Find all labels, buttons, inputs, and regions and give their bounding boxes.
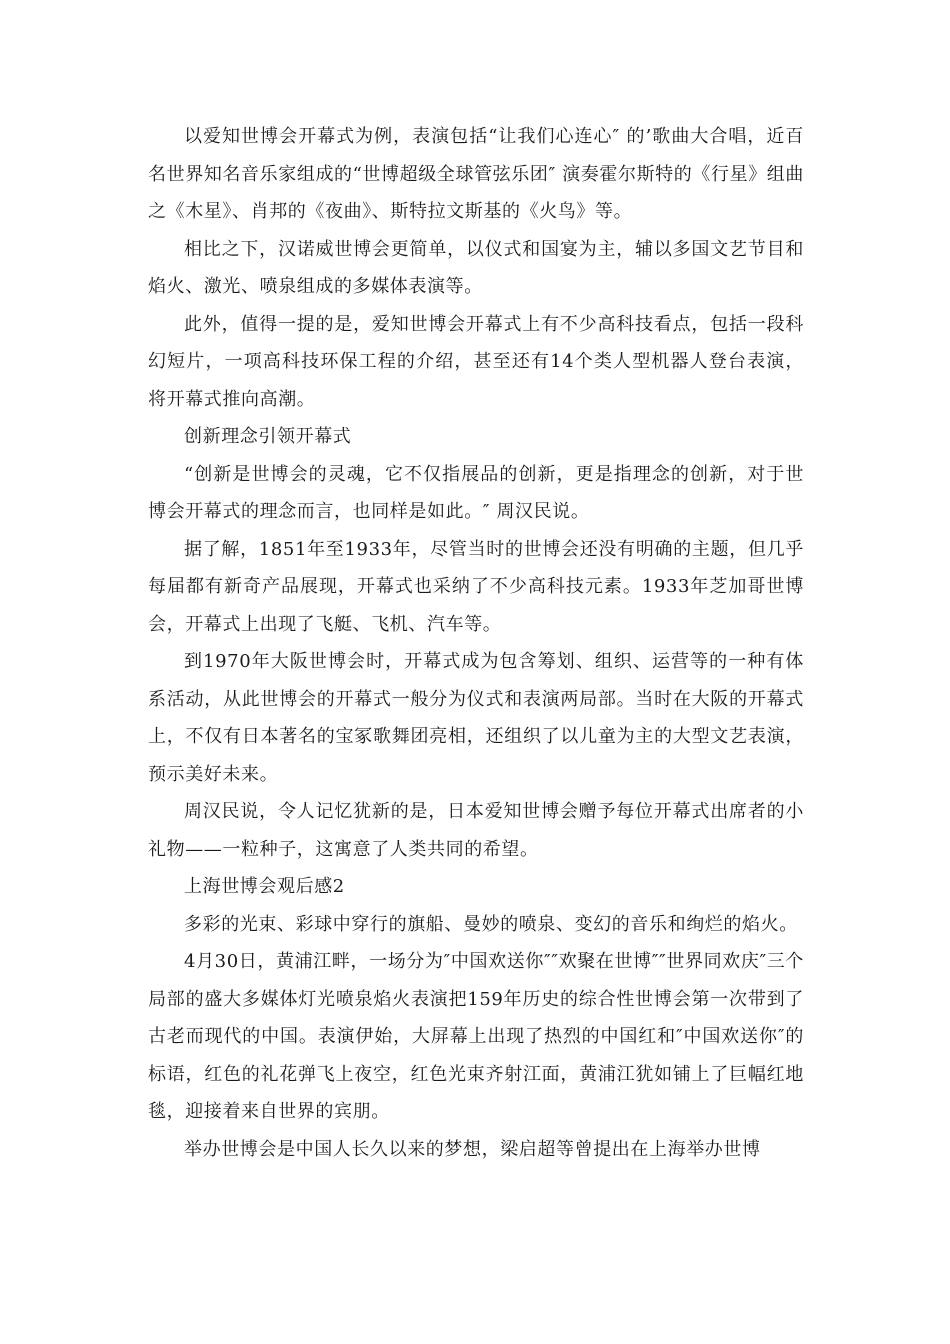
paragraph: 此外，值得一提的是，爱知世博会开幕式上有不少高科技看点，包括一段科幻短片，一项高科技环保工程的介绍，甚至还有14个类人型机器人登台表演，将开幕式推向高潮。 <box>148 313 804 410</box>
section-heading: 上海世博会观后感2 <box>184 876 345 897</box>
paragraph: 相比之下，汉诺威世博会更简单，以仪式和国宴为主，辅以多国文艺节目和焰火、激光、喷泉组成的多媒体表演等。 <box>148 238 804 297</box>
paragraph: 到1970年大阪世博会时，开幕式成为包含筹划、组织、运营等的一种有体系活动，从此世博会的开幕式一般分为仪式和表演两局部。当时在大阪的开幕式上，不仅有日本著名的宝冢歌舞团亮相，还组织了以儿童为主的大型文艺表演，预示美好未来。 <box>148 651 804 785</box>
document-body <box>148 118 804 1168</box>
paragraph: 多彩的光束、彩球中穿行的旗船、曼妙的喷泉、变幻的音乐和绚烂的焰火。 <box>184 913 798 935</box>
paragraph: 以爱知世博会开幕式为例，表演包括“让我们心连心″ 的’歌曲大合唱，近百名世界知名音乐家组成的“世博超级全球管弦乐团″ 演奏霍尔斯特的《行星》组曲之《木星》、肖邦的《夜曲》、斯特拉文斯基的《火鸟》等。 <box>148 126 804 222</box>
paragraph: “创新是世博会的灵魂，它不仅指展品的创新，更是指理念的创新，对于世博会开幕式的理念而言，也同样是如此。″ 周汉民说。 <box>148 463 804 522</box>
paragraph: 4月30日，黄浦江畔，一场分为″中国欢送你″″欢聚在世博″″世界同欢庆″三个局部的盛大多媒体灯光喷泉焰火表演把159年历史的综合性世博会第一次带到了古老而现代的中国。表演伊始，大屏幕上出现了热烈的中国红和″中国欢送你″的标语，红色的礼花弹飞上夜空，红色光束齐射江面，黄浦江犹如铺上了巨幅红地毯，迎接着来自世界的宾朋。 <box>148 951 804 1122</box>
paragraph: 举办世博会是中国人长久以来的梦想，梁启超等曾提出在上海举办世博 <box>184 1138 761 1160</box>
section-heading: 创新理念引领开幕式 <box>184 426 352 447</box>
paragraph: 周汉民说，令人记忆犹新的是，日本爱知世博会赠予每位开幕式出席者的小礼物——一粒种子，这寓意了人类共同的希望。 <box>148 801 804 860</box>
paragraph: 据了解，1851年至1933年，尽管当时的世博会还没有明确的主题，但几乎每届都有新奇产品展现，开幕式也采纳了不少高科技元素。1933年芝加哥世博会，开幕式上出现了飞艇、飞机、汽车等。 <box>148 538 804 635</box>
